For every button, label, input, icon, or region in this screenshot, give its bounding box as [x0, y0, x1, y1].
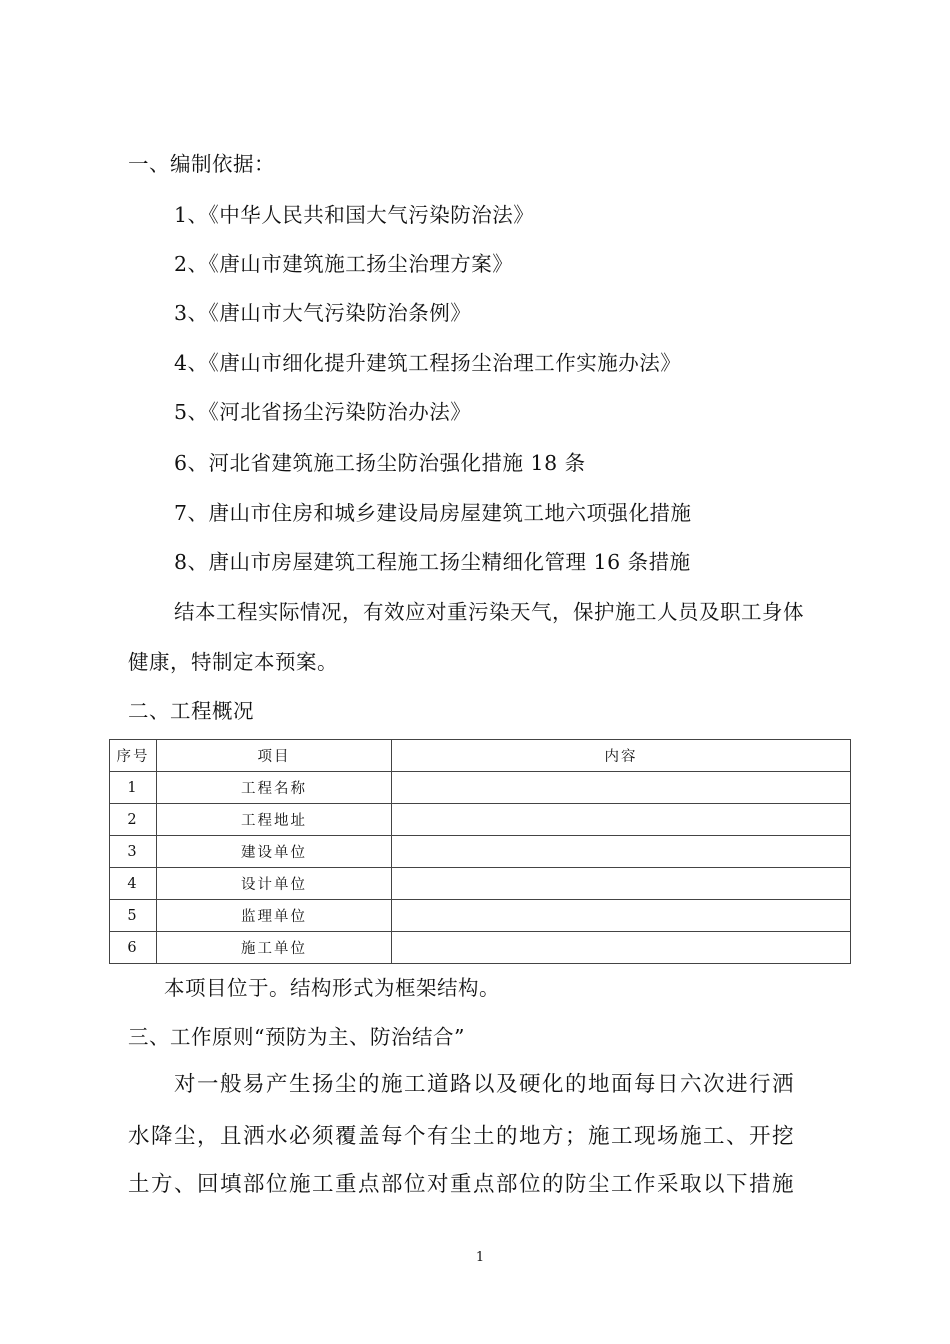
row-content	[392, 836, 851, 868]
table-row	[110, 932, 851, 964]
reference-item-8: 8、唐山市房屋建筑工程施工扬尘精细化管理 16 条措施	[174, 550, 691, 574]
section-1-heading: 一、编制依据：	[128, 152, 275, 176]
row-content	[392, 772, 851, 804]
purpose-paragraph-line-1: 结本工程实际情况，有效应对重污染天气，保护施工人员及职工身体	[174, 600, 804, 624]
table-row	[110, 836, 851, 868]
reference-item-3: 3、《唐山市大气污染防治条例》	[174, 301, 472, 325]
page-number: 1	[475, 1250, 485, 1265]
reference-item-4: 4、《唐山市细化提升建筑工程扬尘治理工作实施办法》	[174, 351, 682, 375]
reference-item-6: 6、河北省建筑施工扬尘防治强化措施 18 条	[174, 451, 586, 475]
reference-item-2: 2、《唐山市建筑施工扬尘治理方案》	[174, 252, 514, 276]
row-seq: 5	[110, 900, 157, 932]
principle-paragraph-line-3: 土方、回填部位施工重点部位对重点部位的防尘工作采取以下措施	[128, 1172, 796, 1197]
row-seq: 3	[110, 836, 157, 868]
row-seq: 1	[110, 772, 157, 804]
principle-paragraph-line-2: 水降尘，且洒水必须覆盖每个有尘土的地方；施工现场施工、开挖	[128, 1124, 796, 1149]
table-row	[110, 804, 851, 836]
section-2-heading: 二、工程概况	[128, 699, 254, 723]
row-seq: 6	[110, 932, 157, 964]
row-seq: 4	[110, 868, 157, 900]
header-seq: 序号	[110, 740, 157, 772]
table-row	[110, 868, 851, 900]
row-item: 建设单位	[157, 836, 392, 868]
row-item: 监理单位	[157, 900, 392, 932]
section-3-heading: 三、工作原则“预防为主、防治结合”	[128, 1025, 465, 1049]
project-location-note: 本项目位于。结构形式为框架结构。	[164, 976, 500, 1000]
header-content: 内容	[392, 740, 851, 772]
reference-item-5: 5、《河北省扬尘污染防治办法》	[174, 400, 472, 424]
row-item: 工程名称	[157, 772, 392, 804]
row-content	[392, 900, 851, 932]
principle-paragraph-line-1: 对一般易产生扬尘的施工道路以及硬化的地面每日六次进行洒	[174, 1072, 796, 1097]
row-item: 工程地址	[157, 804, 392, 836]
table-row	[110, 900, 851, 932]
purpose-paragraph-line-2: 健康，特制定本预案。	[128, 650, 338, 674]
header-item: 项目	[157, 740, 392, 772]
reference-item-7: 7、唐山市住房和城乡建设局房屋建筑工地六项强化措施	[174, 501, 692, 525]
row-item: 施工单位	[157, 932, 392, 964]
row-seq: 2	[110, 804, 157, 836]
row-item: 设计单位	[157, 868, 392, 900]
row-content	[392, 932, 851, 964]
table-header-row	[110, 740, 851, 772]
table-row	[110, 772, 851, 804]
reference-item-1: 1、《中华人民共和国大气污染防治法》	[174, 203, 535, 227]
row-content	[392, 804, 851, 836]
row-content	[392, 868, 851, 900]
project-overview-table	[109, 739, 851, 964]
